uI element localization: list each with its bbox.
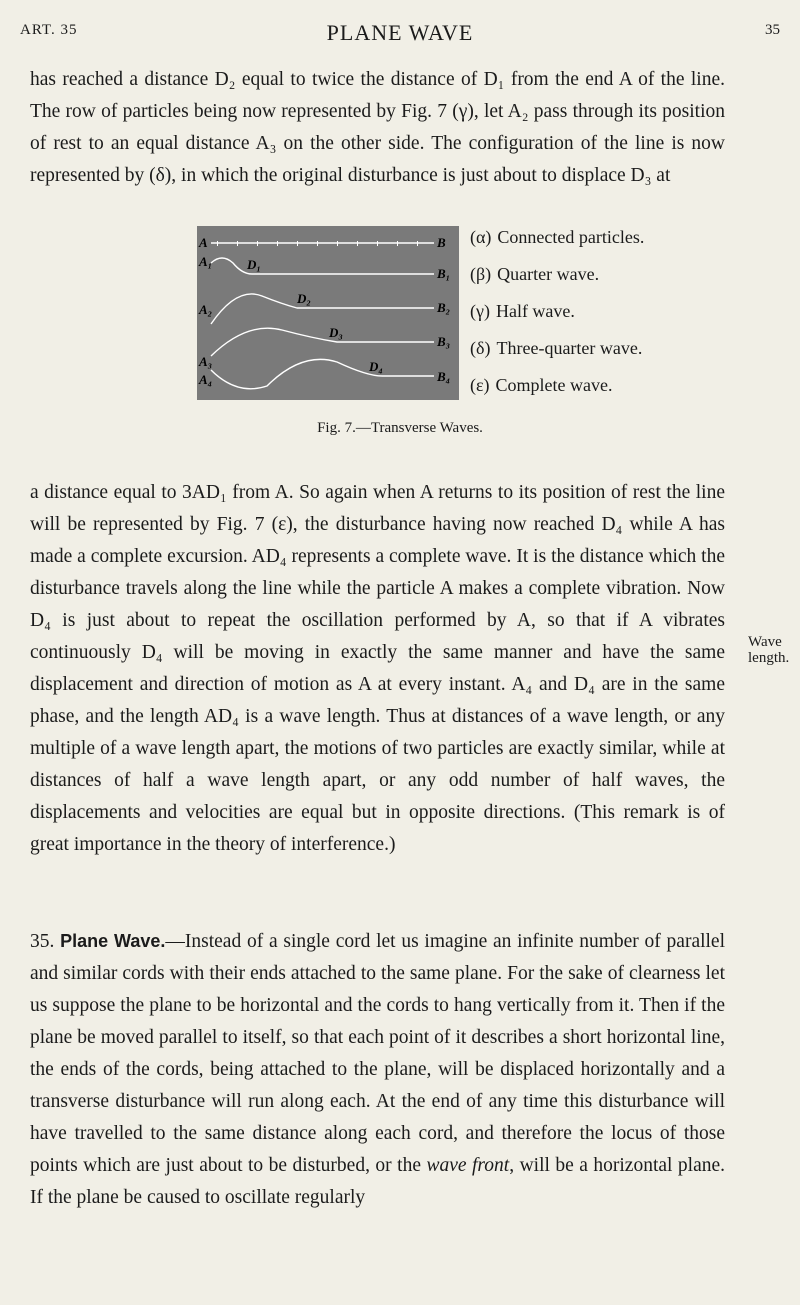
- label-a2: A₂: [199, 302, 213, 317]
- label-a4: A₄: [199, 372, 213, 387]
- running-header: [20, 20, 780, 50]
- label-a1: A₁: [199, 254, 213, 269]
- label-d3: D₃: [329, 325, 343, 340]
- label-a: A: [199, 235, 208, 250]
- label-b1: B₁: [437, 266, 451, 281]
- legend-item-delta: (δ) Three-quarter wave.: [470, 338, 643, 358]
- label-a3: A₃: [199, 354, 213, 369]
- page-heading: PLANE WAVE: [326, 20, 474, 45]
- paragraph-wave-length: a distance equal to 3AD₁ from A. So again when A returns to its position of rest the line will be represented by Fig. 7 (ε), the disturbance having now reached D₄ while A has made a complete excursion. AD₄ represents a complete wave. It is the distance which the disturbance travels along the line while the particle A makes a complete vibration. Now D₄ is just about to repeat the oscillation performed by A, so that if A vibrates continuously D₄ will be moving in exactly the same manner and have the same displacement and direction of motion as A at every instant. A₄ and D₄ are in the same phase, and the length AD₄ is a wave length. Thus at distances of a wave length, or any multiple of a wave length apart, the motions of two particles are exactly similar, while at distances of half a wave length apart, or any odd number of half waves, the displacements and velocities are equal but in opposite directions. (This remark is of great importance in the theory of interference.): [30, 482, 725, 855]
- label-b4: B₄: [437, 369, 451, 384]
- section-plane-wave: [30, 925, 725, 1214]
- section-number: 35.: [30, 931, 55, 952]
- margin-note: Wave length.: [748, 634, 790, 666]
- figure-legend: [470, 220, 760, 405]
- legend-item-epsilon: (ε) Complete wave.: [470, 375, 613, 395]
- italic-term: wave front: [426, 1155, 510, 1176]
- legend-item-gamma: (γ) Half wave.: [470, 301, 575, 321]
- legend-item-beta: (β) Quarter wave.: [470, 264, 600, 284]
- section-title: Plane Wave.: [60, 931, 166, 951]
- label-b: B: [437, 235, 446, 250]
- legend-item-alpha: (α) Connected particles.: [470, 227, 645, 247]
- section-text-2: , will be a horizontal plane. If the plane be caused to oscillate regularly: [30, 1155, 726, 1208]
- label-d1: D₁: [247, 257, 261, 272]
- paragraph-continued: has reached a distance D₂ equal to twice the distance of D₁ from the end A of the line. The row of particles being now represented by Fig. 7 (γ), let A₂ pass through its position of rest to an equal distance A₃ on the other side. The configuration of the line is now represented by (δ), in which the original disturbance is just about to displace D₃ at: [30, 69, 725, 186]
- article-number: ART. 35: [20, 22, 78, 38]
- label-b2: B₂: [437, 300, 451, 315]
- page-number: 35: [765, 22, 780, 38]
- section-text-1: —Instead of a single cord let us imagine an infinite number of parallel and similar cords with their ends attached to the same plane. For the sake of clearness let us suppose the plane to be horizontal and the cords to hang vertically from it. Then if the plane be moved parallel to itself, so that each point of it describes a short horizontal line, the ends of the cords, being attached to the plane, will be displaced horizontally and a transverse disturbance will run along each. At the end of any time this disturbance will have travelled to the same distance along each cord, and therefore the locus of those points which are just about to be disturbed, or the: [30, 931, 726, 1176]
- transverse-waves-figure: [197, 226, 459, 400]
- wave-diagram: [197, 226, 459, 400]
- label-b3: B₃: [437, 334, 451, 349]
- figure-caption: Fig. 7.—Transverse Waves.: [317, 420, 483, 436]
- label-d4: D₄: [369, 359, 383, 374]
- label-d2: D₂: [297, 291, 311, 306]
